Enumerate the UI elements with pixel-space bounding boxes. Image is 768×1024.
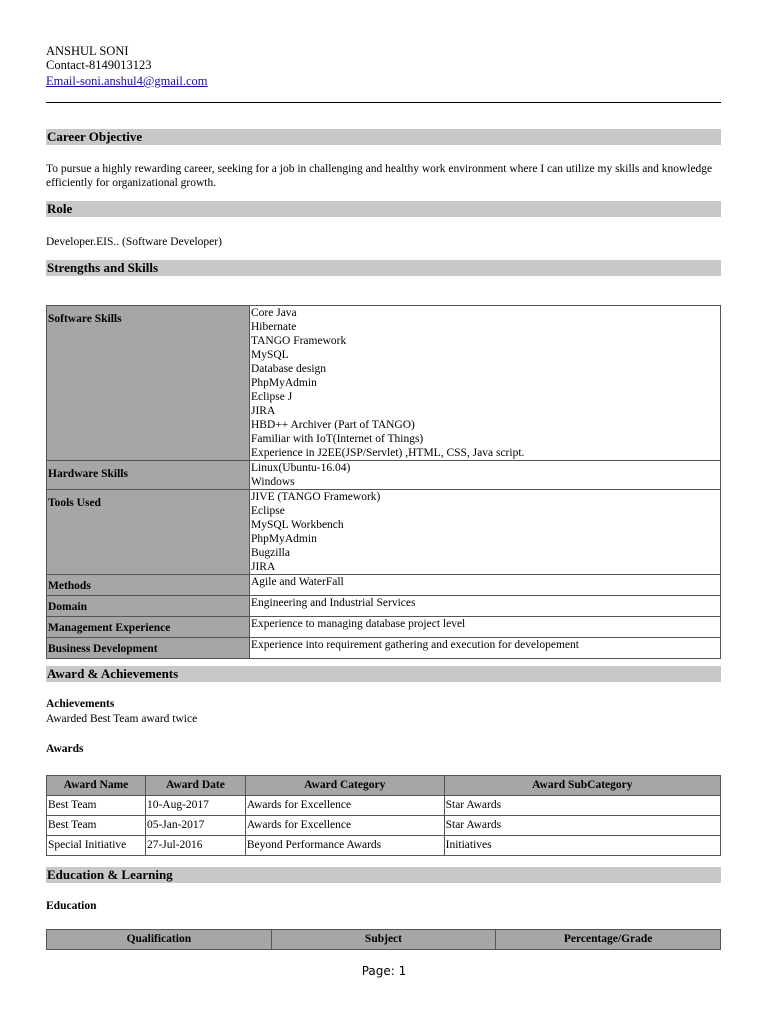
skill-category-label bbox=[47, 306, 250, 461]
skill-item: JIVE (TANGO Framework) bbox=[251, 491, 381, 503]
skill-category-text: Management Experience bbox=[48, 622, 171, 634]
skill-item: TANGO Framework bbox=[251, 335, 347, 347]
skills-row bbox=[47, 596, 721, 617]
skill-item: Familiar with IoT(Internet of Things) bbox=[251, 433, 424, 445]
skills-row bbox=[47, 490, 721, 575]
award-cell: Initiatives bbox=[444, 836, 720, 856]
skill-item: JIRA bbox=[251, 405, 276, 417]
skill-item: Linux(Ubuntu-16.04) bbox=[251, 462, 351, 474]
skill-items bbox=[250, 596, 721, 617]
skill-category-label bbox=[47, 638, 250, 659]
skill-item: Eclipse J bbox=[251, 391, 293, 403]
achievements-text: Awarded Best Team award twice bbox=[46, 713, 198, 725]
page-number: Page: 1 bbox=[361, 964, 407, 978]
awards-table bbox=[46, 775, 721, 856]
award-cell: Best Team bbox=[47, 816, 146, 836]
awards-column-header: Award Name bbox=[47, 776, 146, 796]
education-column-header: Percentage/Grade bbox=[496, 930, 721, 950]
skill-items bbox=[250, 490, 721, 575]
section-role: Role bbox=[46, 201, 721, 217]
skills-table bbox=[46, 305, 721, 659]
skills-row bbox=[47, 575, 721, 596]
award-cell: Awards for Excellence bbox=[245, 816, 444, 836]
skill-category-label bbox=[47, 617, 250, 638]
skills-row bbox=[47, 461, 721, 490]
skill-item: Experience to managing database project level bbox=[251, 618, 466, 630]
section-awards-achievements: Award & Achievements bbox=[46, 666, 721, 682]
skill-item: PhpMyAdmin bbox=[251, 533, 317, 545]
header-divider bbox=[46, 102, 721, 103]
achievements-heading: Achievements bbox=[46, 698, 115, 710]
education-table bbox=[46, 929, 721, 950]
section-career-objective: Career Objective bbox=[46, 129, 721, 145]
skill-item: PhpMyAdmin bbox=[251, 377, 317, 389]
award-row bbox=[47, 816, 721, 836]
awards-heading: Awards bbox=[46, 743, 84, 755]
skill-items bbox=[250, 575, 721, 596]
skill-item: Core Java bbox=[251, 307, 297, 319]
skills-row bbox=[47, 306, 721, 461]
skill-category-text: Hardware Skills bbox=[48, 468, 128, 480]
skills-row bbox=[47, 638, 721, 659]
skill-item: MySQL bbox=[251, 349, 289, 361]
email-link[interactable]: Email-soni.anshul4@gmail.com bbox=[46, 74, 208, 88]
award-cell: Beyond Performance Awards bbox=[245, 836, 444, 856]
skill-item: MySQL Workbench bbox=[251, 519, 344, 531]
section-strengths-skills: Strengths and Skills bbox=[46, 260, 721, 276]
awards-column-header: Award Category bbox=[245, 776, 444, 796]
skill-category-text: Software Skills bbox=[48, 313, 122, 325]
skill-items bbox=[250, 461, 721, 490]
section-education-learning: Education & Learning bbox=[46, 867, 721, 883]
skill-item: Agile and WaterFall bbox=[251, 576, 344, 588]
skill-item: Windows bbox=[251, 476, 295, 488]
education-column-header: Subject bbox=[271, 930, 496, 950]
award-cell: Star Awards bbox=[444, 816, 720, 836]
award-row bbox=[47, 796, 721, 816]
skill-items bbox=[250, 617, 721, 638]
skill-category-text: Domain bbox=[48, 601, 87, 613]
contact-number: Contact-8149013123 bbox=[46, 58, 152, 72]
skill-item: Experience into requirement gathering and execution for developement bbox=[251, 639, 579, 651]
award-cell: 10-Aug-2017 bbox=[145, 796, 245, 816]
career-objective-text: To pursue a highly rewarding career, seeking for a job in challenging and healthy work environment where I can utilize my skills and knowledge efficiently for organizational growth. bbox=[46, 163, 713, 189]
skill-category-label bbox=[47, 596, 250, 617]
skill-category-text: Tools Used bbox=[48, 497, 101, 509]
skill-item: Hibernate bbox=[251, 321, 297, 333]
skills-row bbox=[47, 617, 721, 638]
candidate-name: ANSHUL SONI bbox=[46, 44, 129, 58]
education-heading: Education bbox=[46, 900, 97, 912]
award-cell: Star Awards bbox=[444, 796, 720, 816]
awards-column-header: Award SubCategory bbox=[444, 776, 720, 796]
skill-category-text: Methods bbox=[48, 580, 91, 592]
awards-column-header: Award Date bbox=[145, 776, 245, 796]
skill-category-label bbox=[47, 461, 250, 490]
award-cell: 27-Jul-2016 bbox=[145, 836, 245, 856]
skill-item: Engineering and Industrial Services bbox=[251, 597, 416, 609]
skill-item: JIRA bbox=[251, 561, 276, 573]
skill-item: Bugzilla bbox=[251, 547, 290, 559]
skill-items bbox=[250, 638, 721, 659]
award-cell: Best Team bbox=[47, 796, 146, 816]
education-column-header: Qualification bbox=[47, 930, 272, 950]
award-cell: Special Initiative bbox=[47, 836, 146, 856]
skill-category-label bbox=[47, 575, 250, 596]
skill-item: Database design bbox=[251, 363, 327, 375]
skill-item: HBD++ Archiver (Part of TANGO) bbox=[251, 419, 415, 431]
award-cell: Awards for Excellence bbox=[245, 796, 444, 816]
award-cell: 05-Jan-2017 bbox=[145, 816, 245, 836]
award-row bbox=[47, 836, 721, 856]
skill-category-label bbox=[47, 490, 250, 575]
role-text: Developer.EIS.. (Software Developer) bbox=[46, 236, 222, 248]
skill-item: Eclipse bbox=[251, 505, 285, 517]
skill-items bbox=[250, 306, 721, 461]
skill-item: Experience in J2EE(JSP/Servlet) ,HTML, CSS, Java script. bbox=[251, 447, 525, 459]
skill-category-text: Business Development bbox=[48, 643, 158, 655]
